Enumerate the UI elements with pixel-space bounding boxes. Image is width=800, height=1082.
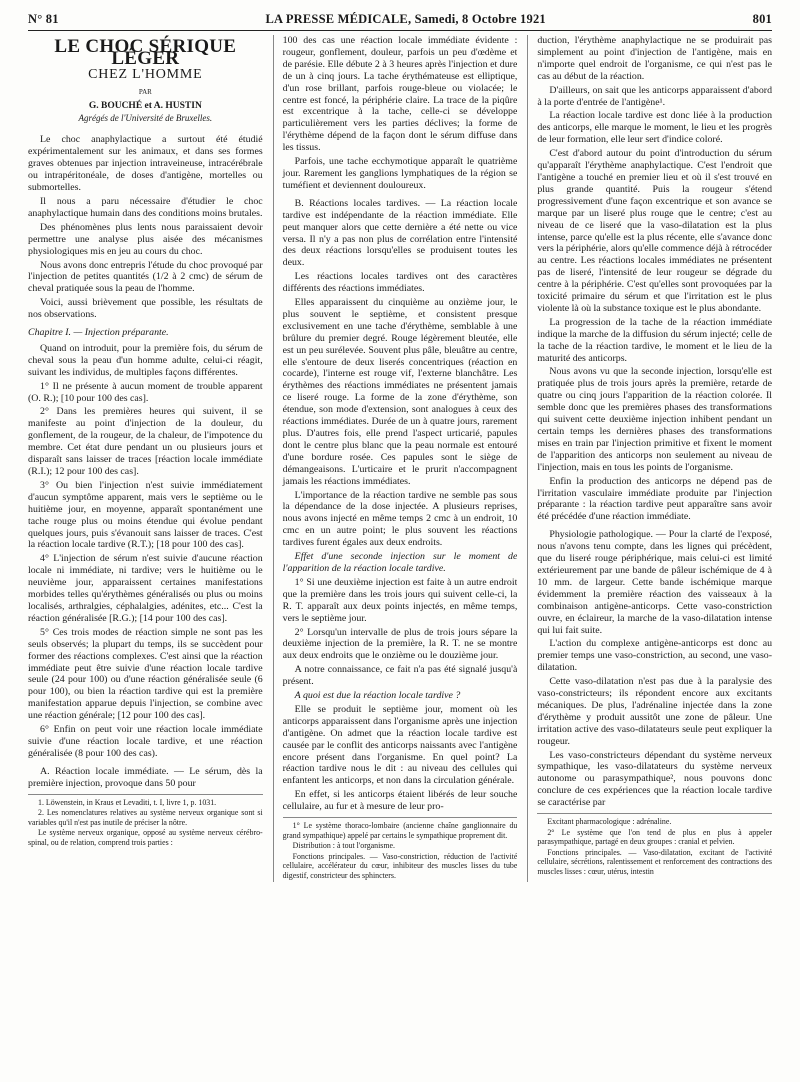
column-1 xyxy=(28,35,263,882)
paragraph: Quand on introduit, pour la première fois, du sérum de cheval sous la peau d'un homme adulte, celui-ci réagit, suivant les individus, de multiples façons différentes. xyxy=(28,342,263,378)
footnote: 1. Löwenstein, in Kraus et Levaditi, t. I, livre 1, p. 1031. xyxy=(38,797,217,807)
footnote: 2. Les nomenclatures relatives au système nerveux organique sont si variables qu'il n'est pas inutile de préciser la nôtre. xyxy=(28,808,263,827)
paragraph: Nous avons donc entrepris l'étude du choc provoqué par l'injection de petites quantités (1/2 à 2 cmc) de sérum de cheval pratiquée sous la peau de l'homme. xyxy=(28,259,263,295)
footnotes xyxy=(283,817,518,881)
paragraph: Parfois, une tache ecchymotique apparaît le quatrième jour. Rarement les ganglions lymphatiques de la région se tuméfient et deviennent douloureux. xyxy=(282,156,518,191)
footnote: Excitant pharmacologique : adrénaline. xyxy=(547,817,672,827)
section-heading-physio: Physiologie pathologique. — Pour la clarté de l'exposé, nous n'avons tenu compte, dans les lignes qui précèdent, que du liseré rouge périphérique, mais celui-ci est limité extérieurement par une bande de pâleur ischémique de 4 à 10 mm. de largeur. Cette bande ischémique marque évidemment la première réaction des vaisseaux à la combinaison antigène-anticorps. Cette vaso-constriction ouvre, en éclaireur, la marche de la vaso-dilatation intense qui lui fait suite. xyxy=(537,529,773,636)
list-item: 5° Ces trois modes de réaction simple ne sont pas les seuls observés; la plupart du temps, ils se succèdent pour former des réactions complexes. C'est ainsi que la réaction immédiate peut être suivie d'une réaction locale tardive seule (24 pour 100) ou d'une réaction généralisée seule (6 pour 100), ou bien la réaction tardive qui est la première manifestation apparue depuis l'injection, se combine avec une réaction générale; [12 pour 100 des cas]. xyxy=(28,626,263,722)
paragraph: duction, l'érythème anaphylactique ne se produirait pas simplement au point d'injection de l'antigène, mais en n'importe quel endroit de l'organisme, ce qui n'est pas le cas au début de la réaction. xyxy=(537,35,773,82)
paragraph: Voici, aussi brièvement que possible, les résultats de nos observations. xyxy=(28,297,263,321)
subheading: Effet d'une seconde injection sur le moment de l'apparition de la réaction locale tardive. xyxy=(282,551,518,574)
article-title: LE CHOC SÉRIQUE LÉGER xyxy=(54,36,237,69)
paragraph: A notre connaissance, ce fait n'a pas été signalé jusqu'à présent. xyxy=(282,664,518,688)
paragraph: Enfin la production des anticorps ne dépend pas de l'irritation vasculaire immédiate produite par l'injection préparante : la réaction tardive peut apparaître sans avoir été précédée d'une réaction immédiate. xyxy=(537,475,773,523)
column-3 xyxy=(527,35,772,882)
article-columns xyxy=(28,35,772,882)
paragraph: C'est d'abord autour du point d'introduction du sérum qu'apparaît l'érythème anaphylactique. C'est l'endroit que l'antigène a touché en premier lieu et où il s'est trouvé en plus grande quantité. Puis la rougeur s'étend progressivement d'une façon excentrique et son avance se marque par un liseré plus rouge que le centre; c'est au niveau de ce liseré que la vaso-dilatation est la plus intense, parce qu'elle est la plus récente, elle s'avance donc vers la périphérie, alors qu'elle commence déjà à rétrocéder au centre. Les réactions locales immédiates ne présentent pas de liseré, l'intensité de leur rougeur se dégrade du centre à la périphérie. C'est qu'elles sont provoquées par la toxicité primaire du sérum et que l'irritation est le plus violente là où la substance toxique est le plus abondante. xyxy=(537,148,773,314)
page-number: 801 xyxy=(752,12,772,26)
list-item: 1° Il ne présente à aucun moment de trouble apparent (O. R.); [10 pour 100 des cas]. xyxy=(28,380,263,404)
list-item: 3° Ou bien l'injection n'est suivie immédiatement d'aucun symptôme apparent, mais vers le septième ou le huitième jour, en moyenne, apparaît spontanément une tache rouge plus ou moins étendue qui évolue pendant quelques jours, puis s'évanouit sans laisser de traces. C'est la réaction locale tardive (R.T.); [18 pour 100 des cas]. xyxy=(28,479,263,551)
list-item: 1° Si une deuxième injection est faite à un autre endroit que la première dans les trois jours qui suivent celle-ci, la R. T. apparaît aux deux points injectés, en même temps, vers le septième jour. xyxy=(282,576,518,624)
footnotes xyxy=(28,794,263,848)
section-heading-b: B. Réactions locales tardives. — La réaction locale tardive est indépendante de la réaction immédiate. Elle peut manquer alors que cette dernière a été nette ou vice versa. Il n'y a pas non plus de corrélation entre l'intensité des deux réactions lorsqu'elles se produisent toutes les deux. xyxy=(282,197,518,269)
list-item: 6° Enfin on peut voir une réaction locale immédiate suivie d'une réaction locale tardive, et une réaction généralisée (8 pour 100 des cas). xyxy=(28,724,263,759)
paragraph: Des phénomènes plus lents nous paraissaient devoir permettre une analyse plus aisée des mécanismes physiologiques mis en jeu au cours du choc. xyxy=(28,221,263,257)
paragraph: Nous avons vu que la seconde injection, lorsqu'elle est pratiquée plus de trois jours après la première, retarde de quatre ou cinq jours l'apparition de la réaction colorée. Il semble donc que les premières phases des transformations qui suivent cette deuxième injection inhibent pendant un certain temps les dernières phases des transformations mises en train par l'injection primitive et fixent le moment de l'apparition des anticorps non seulement au niveau de l'injection, mais en tous les points de l'organisme. xyxy=(537,366,773,473)
footnote: Le système nerveux organique, opposé au système nerveux cérébro-spinal, ou de relation, comprend trois parties : xyxy=(28,828,263,847)
byline-par: PAR xyxy=(138,87,152,96)
paragraph: Le choc anaphylactique a surtout été étudié expérimentalement sur les animaux, et dans ses formes graves obtenues par injection intraveineuse, intracérébrale ou intrapéritonéale, de doses d'antigène, mortelles ou submortelles. xyxy=(28,134,263,194)
paragraph: D'ailleurs, on sait que les anticorps apparaissent d'abord à la porte d'entrée de l'antigène¹. xyxy=(537,84,773,108)
subheading: A quoi est due la réaction locale tardive ? xyxy=(294,690,461,702)
list-item: 2° Lorsqu'un intervalle de plus de trois jours sépare la deuxième injection de la première, la R. T. ne se montre aux deux endroits que le onzième ou le douzième jour. xyxy=(282,626,518,662)
paragraph: L'action du complexe antigène-anticorps est donc au premier temps une vaso-constriction, au second, une vaso-dilatation. xyxy=(537,638,773,674)
paragraph: Les vaso-constricteurs dépendant du système nerveux sympathique, les vaso-dilatateurs du système nerveux autonome ou parasympathique², nous pouvons donc conclure de ces expériences que la réaction locale tardive se caractérise par xyxy=(537,749,773,809)
paragraph: L'importance de la réaction tardive ne semble pas sous la dépendance de la dose injectée. A plusieurs reprises, nous avons injecté en même temps 2 cmc à un endroit, 10 cmc en un autre point; le plus souvent les réactions tardives furent égales aux deux endroits. xyxy=(282,489,518,549)
issue-number: N° 81 xyxy=(28,12,59,26)
footnote: Fonctions principales. — Vaso-dilatation, excitant de l'activité cellulaire, sécrétions, ralentissement et renforcement des contractions des muscles lisses : cœur, utérus, intestin xyxy=(537,847,773,877)
paragraph: 100 des cas une réaction locale immédiate évidente : rougeur, gonflement, douleur, parfois un peu d'œdème et de parésie. Elle débute 2 à 3 heures après l'injection et dure de un à cinq jours. La tache érythémateuse est elliptique, d'un rose brillant, parfois rouge-bleue ou violacée; le centre est foncé, la périphérie claire. La trace de la piqûre est excentrique à la tache, celle-ci se développe particulièrement vers les parties déclives; la forme de l'érythème dépend de la façon dont le sérum diffuse dans les tissus. xyxy=(282,35,518,154)
section-heading-a: A. Réaction locale immédiate. — Le sérum, dès la première injection, provoque dans 50 pour xyxy=(28,765,263,789)
paragraph: Elle se produit le septième jour, moment où les anticorps apparaissent dans l'organisme après une injection d'antigène. On admet que la réaction locale tardive est causée par le conflit des anticorps naissants avec l'antigène encore présent dans l'organisme. En quel point? La réaction tardive nous le dit : au niveau des cellules qui enfantent les anticorps, et non dans la circulation générale. xyxy=(282,703,518,787)
chapter-heading: Chapitre I. — Injection préparante. xyxy=(28,327,169,339)
footnotes xyxy=(537,813,772,877)
footnote: Fonctions principales. — Vaso-constriction, réduction de l'activité cellulaire, accélérateur du cœur, inhibiteur des muscles lisses du tube digestif, constricteur des sphincters. xyxy=(282,851,518,881)
footnote: 2° Le système que l'on tend de plus en plus à appeler parasympathique, partagé en deux groupes : cranial et pelvien. xyxy=(537,827,773,847)
paragraph: La progression de la tache de la réaction immédiate indique la marche de la diffusion du sérum injecté; celle de la tache de la réaction tardive, le moment et le lieu de la maturité des anticorps. xyxy=(537,316,773,364)
article-subtitle: CHEZ L'HOMME xyxy=(88,66,203,82)
journal-title: LA PRESSE MÉDICALE, Samedi, 8 Octobre 1921 xyxy=(265,12,546,26)
list-item: 4° L'injection de sérum n'est suivie d'aucune réaction locale ni immédiate, ni tardive; vers le huitième ou le neuvième jour, apparaissent certaines manifestations morbides telles qu'érythèmes généralisés ou plus ou moins localisés, arthralgies, céphalalgies, adénites, etc... C'est la réaction généralisée [R.G.); [14 pour 100 des cas]. xyxy=(28,553,263,624)
paragraph: La réaction locale tardive est donc liée à la production des anticorps, elle marque le moment, le lieu et les progrès de leur formation, elle leur sert d'indice coloré. xyxy=(537,110,773,146)
column-2 xyxy=(273,35,518,882)
affiliation: Agrégés de l'Université de Bruxelles. xyxy=(78,112,213,123)
authors: G. BOUCHÉ et A. HUSTIN xyxy=(88,100,202,111)
page-header xyxy=(28,12,772,31)
paragraph: Elles apparaissent du cinquième au onzième jour, le plus souvent le septième, et consistent presque exclusivement en une tache d'érythème, semblable à une brûlure du premier degré. Rouge légèrement bleutée, elle est un peu surélevée. Souvent plus pâle, bleuâtre au centre, elle s'entoure de deux liserés concentriques (réaction en cocarde), l'interne est rouge vif, l'externe blanchâtre. Les érythèmes des réactions immédiates ne présentent jamais ce liseré rouge. La forme de la zone d'érythème, son étendue, son mode d'extension, sont analogues à ceux des réactions immédiates. Durée de un à quatre jours, rarement plus. D'autres fois, elle prend l'aspect urticarié, papules dont le centre plus blanc que la peau normale est entouré d'une bordure rosée. Ces papules sont le siège de démangeaisons. L'urticaire et le prurit n'accompagnent jamais les réactions immédiates. xyxy=(282,297,518,487)
footnote: 1° Le système thoraco-lombaire (ancienne chaîne ganglionnaire du grand sympathique) appelé par certains le sympathique proprement dit. xyxy=(282,821,518,840)
paragraph: Les réactions locales tardives ont des caractères différents des réactions immédiates. xyxy=(282,271,518,295)
paragraph: En effet, si les anticorps étaient libérés de leur souche cellulaire, au fur et à mesure de leur pro- xyxy=(282,789,518,813)
list-item: 2° Dans les premières heures qui suivent, il se manifeste au point d'injection de la douleur, du gonflement, de la rougeur, de la chaleur, de l'impotence du membre. Cet état dure pendant un ou plusieurs jours et disparaît sans laisser de traces [réaction locale immédiate (R.I.); 12 pour 100 des cas]. xyxy=(28,406,263,477)
footnote: Distribution : à tout l'organisme. xyxy=(292,841,395,851)
paragraph: Il nous a paru nécessaire d'étudier le choc anaphylactique humain dans des conditions moins brutales. xyxy=(28,195,263,219)
paragraph: Cette vaso-dilatation n'est pas due à la paralysie des vaso-constricteurs; ils répondent encore aux excitants mécaniques. De plus, l'adrénaline injectée dans la zone d'érythème y produit aussitôt une zone de pâleur. Une irritation active des vaso-dilatateurs seule peut expliquer la rougeur. xyxy=(537,676,773,747)
